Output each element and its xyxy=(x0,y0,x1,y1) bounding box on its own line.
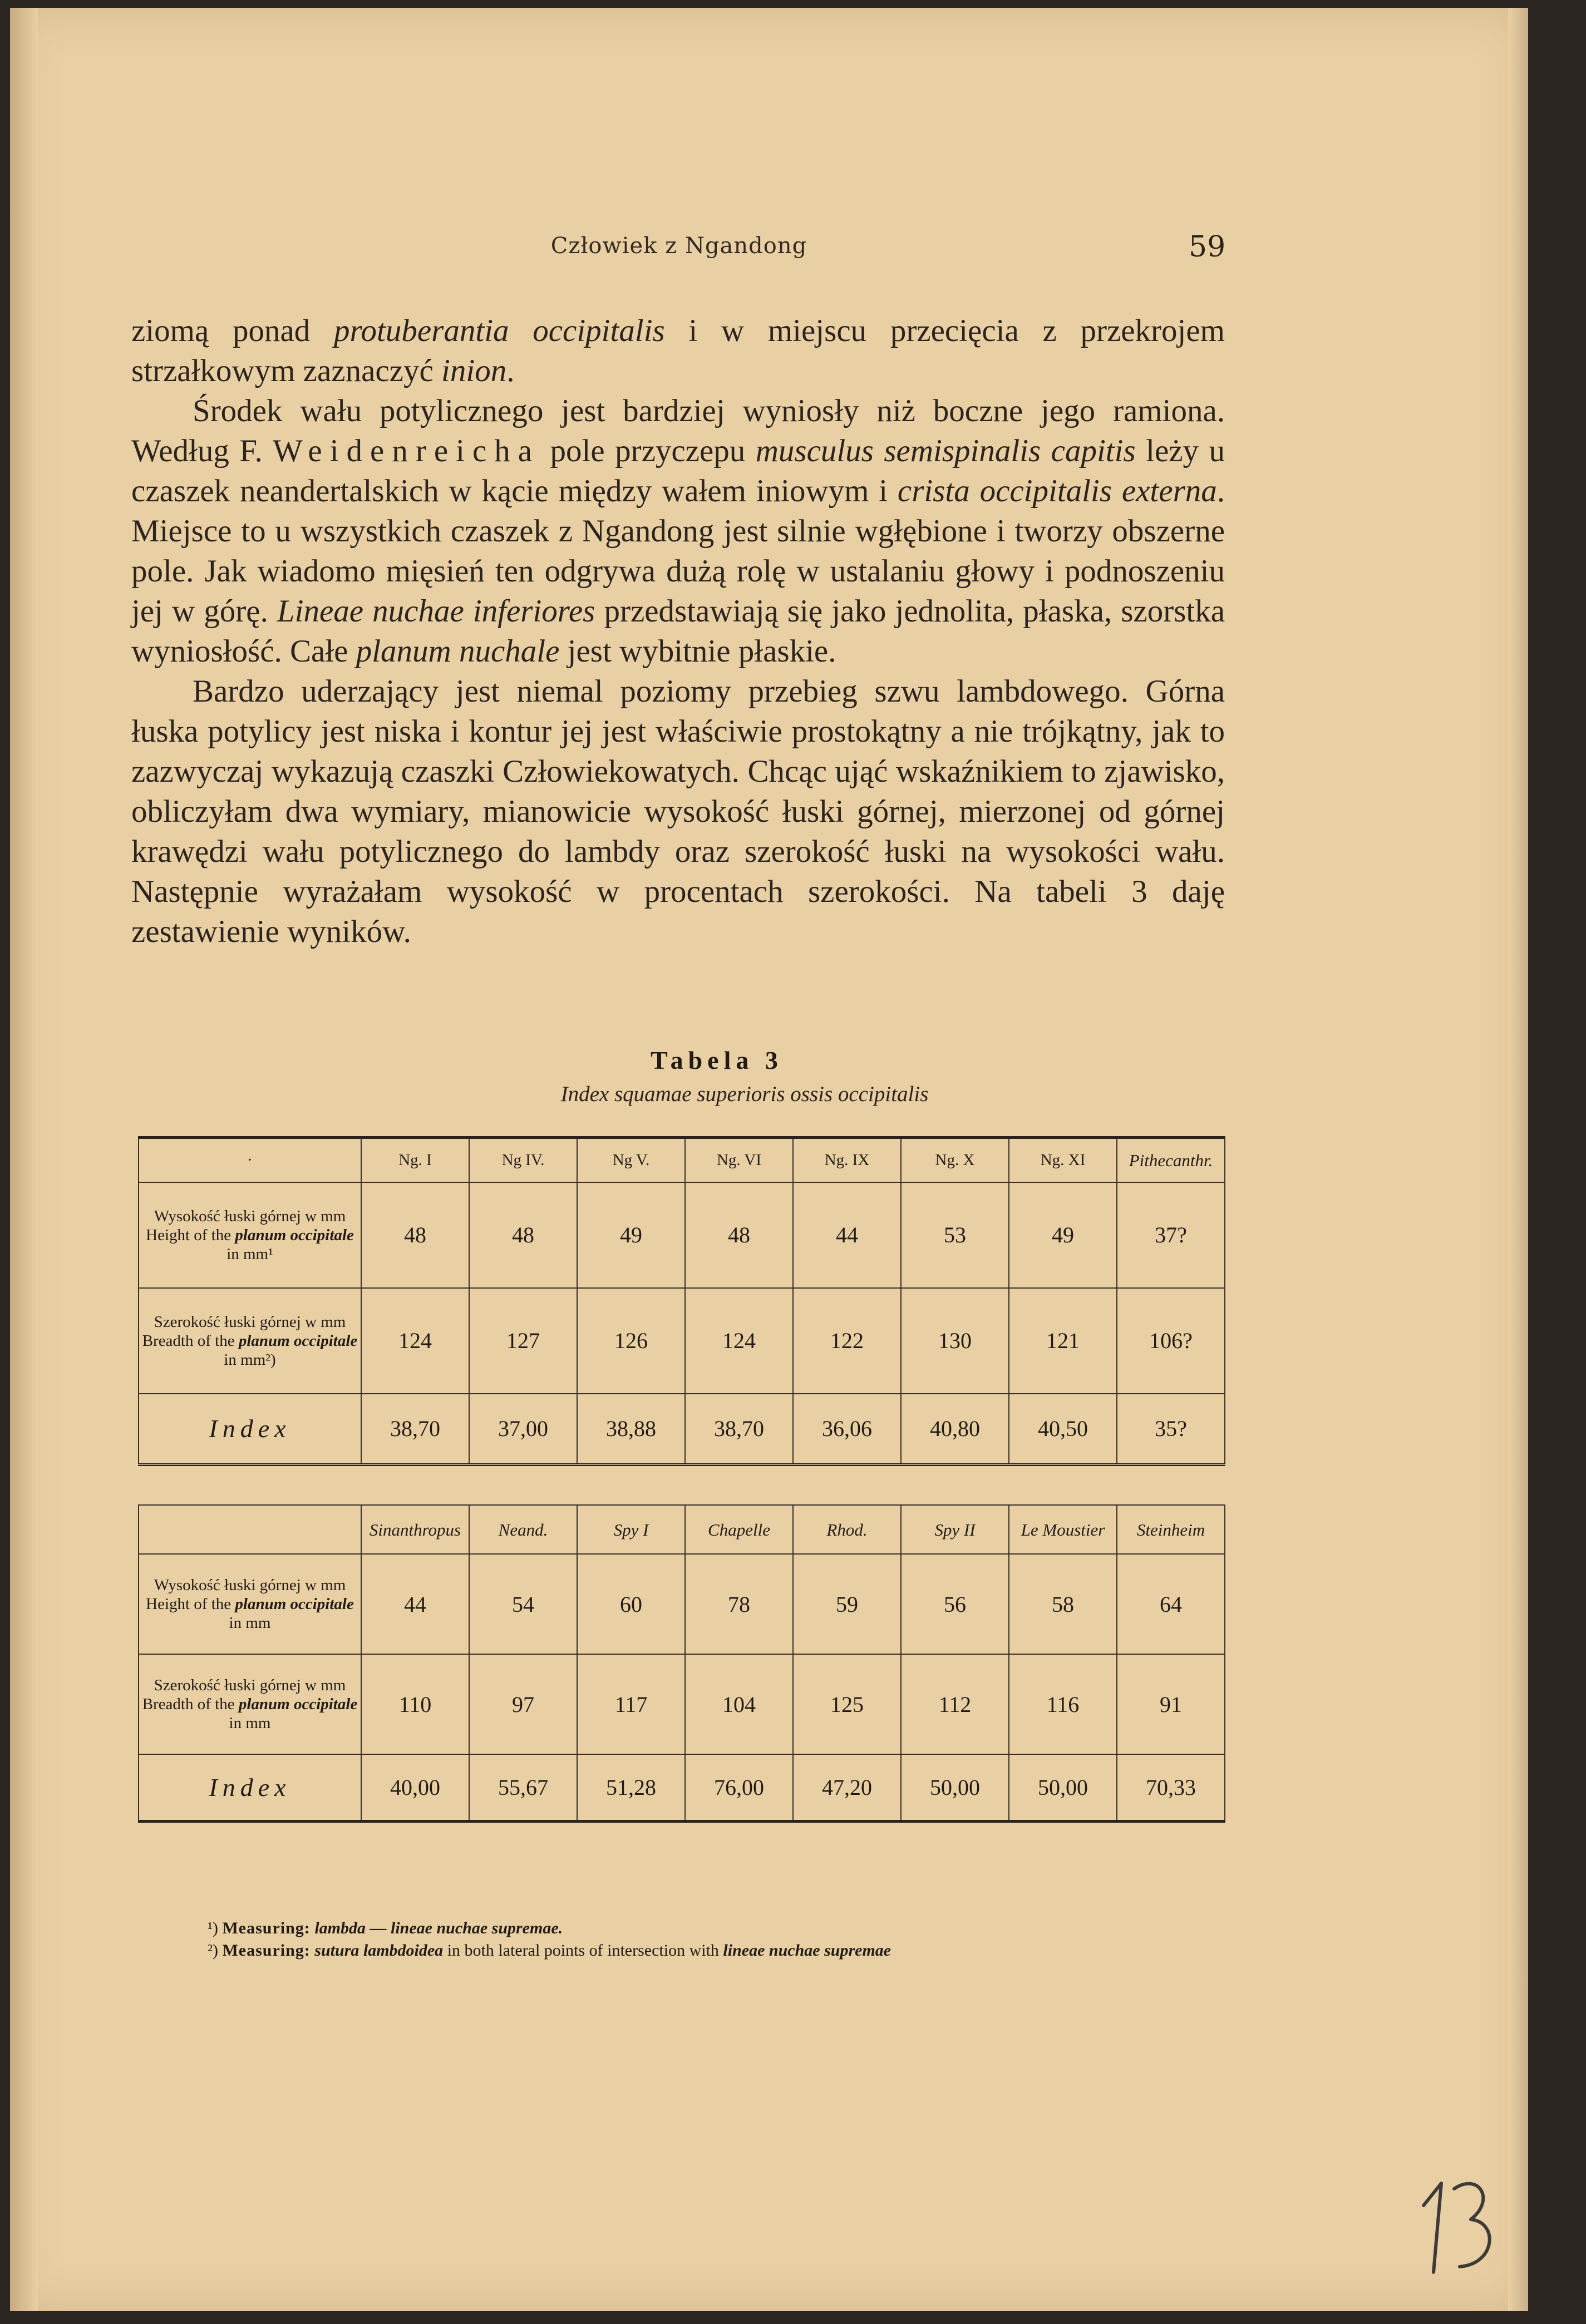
footnote-mark: ¹) xyxy=(208,1919,218,1937)
row-label-en-italic: planum occipitale xyxy=(235,1226,354,1244)
table-cell: 116 xyxy=(1009,1654,1117,1754)
row-label-en xyxy=(141,1226,358,1264)
table-cell: 104 xyxy=(685,1654,793,1754)
table-cell: 106? xyxy=(1117,1288,1225,1394)
table-cell: 121 xyxy=(1009,1288,1117,1394)
table-column-header: Ng V. xyxy=(577,1138,685,1182)
table-cell: 49 xyxy=(577,1182,685,1288)
text-run: przedstawiają się jako jednolita, płaska, szorstka wyniosłość. Całe xyxy=(131,594,1225,669)
table-row xyxy=(139,1554,1225,1654)
footnote-mark: ²) xyxy=(208,1941,218,1960)
table-header-row xyxy=(139,1505,1225,1554)
table-cell: 44 xyxy=(793,1182,901,1288)
page-edge xyxy=(1508,8,1528,2311)
table-cell: 64 xyxy=(1117,1554,1225,1654)
table-cell: 47,20 xyxy=(793,1754,901,1821)
page-spine-shadow xyxy=(10,8,38,2311)
paragraph-1 xyxy=(131,311,1225,391)
table-cell: 37,00 xyxy=(469,1394,577,1465)
table-cell: 58 xyxy=(1009,1554,1117,1654)
table-column-header: Pithecanthr. xyxy=(1117,1138,1225,1182)
table-column-header: Sinanthropus xyxy=(361,1505,469,1554)
row-label-en-text: Breadth of the xyxy=(142,1331,235,1350)
table-cell: 112 xyxy=(901,1654,1009,1754)
table-part-a xyxy=(138,1136,1225,1466)
table-column-header: Spy II xyxy=(901,1505,1009,1554)
table-cell: 91 xyxy=(1117,1654,1225,1754)
row-label-pl: Szerokość łuski górnej w mm xyxy=(154,1313,346,1331)
text-run: inion xyxy=(441,353,507,388)
text-run: Środek wału potylicznego jest bardziej wyniosły niż boczne jego ramiona. Według F. xyxy=(131,393,1225,468)
table-cell: 44 xyxy=(361,1554,469,1654)
running-head: Człowiek z Ngandong xyxy=(550,233,807,259)
footnote-2 xyxy=(208,1940,1237,1962)
table-title: Tabela 3 xyxy=(651,1046,783,1074)
row-label-en-unit: in mm²) xyxy=(224,1350,276,1369)
text-run: pole przyczepu xyxy=(540,433,756,468)
row-label-index: Index xyxy=(139,1754,361,1821)
text-run: . Miejsce to u wszystkich czaszek z Ngandong jest silnie wgłębione i tworzy obszerne pole. Jak wiadomo mięsień ten odgrywa dużą rolę w ustalaniu głowy i podnoszeniu jej w górę. xyxy=(131,473,1225,629)
table-cell: 51,28 xyxy=(577,1754,685,1821)
table-cell: 124 xyxy=(685,1288,793,1394)
footnote-text: lambda — lineae nuchae supremae. xyxy=(314,1919,563,1937)
footnotes xyxy=(208,1917,1237,1962)
row-label-en xyxy=(141,1595,358,1632)
table-column-header: Le Moustier xyxy=(1009,1505,1117,1554)
table-cell: 56 xyxy=(901,1554,1009,1654)
table-column-header: Spy I xyxy=(577,1505,685,1554)
table-cell: 40,80 xyxy=(901,1394,1009,1465)
table-cell: 127 xyxy=(469,1288,577,1394)
table-cell: 130 xyxy=(901,1288,1009,1394)
row-label-en-italic: planum occipitale xyxy=(238,1695,358,1713)
row-label-en-text: Breadth of the xyxy=(142,1695,235,1713)
table-column-header: Ng IV. xyxy=(469,1138,577,1182)
table-cell: 110 xyxy=(361,1654,469,1754)
table-column-header: Ng. XI xyxy=(1009,1138,1117,1182)
table-cell: 35? xyxy=(1117,1394,1225,1465)
paragraph-3 xyxy=(131,672,1225,952)
text-run: i w miejscu przecięcia z przekrojem strzałkowym zaznaczyć xyxy=(131,313,1225,388)
table-header-row xyxy=(139,1138,1225,1182)
footnote-text: lineae nuchae supremae xyxy=(723,1941,891,1960)
table-column-header: Ng. VI xyxy=(685,1138,793,1182)
body-text xyxy=(131,311,1225,952)
text-run: Weidenreicha xyxy=(273,433,540,468)
table-cell: 126 xyxy=(577,1288,685,1394)
row-label-en-text: Height of the xyxy=(146,1595,232,1613)
row-label-en-unit: in mm xyxy=(229,1614,271,1632)
table-cell: 40,50 xyxy=(1009,1394,1117,1465)
table-cell: 78 xyxy=(685,1554,793,1654)
footnote-text: in both lateral points of intersection with xyxy=(443,1941,723,1960)
text-run: . xyxy=(506,353,515,388)
text-run: protuberantia occipitalis xyxy=(333,313,665,348)
text-run: musculus semispinalis capitis xyxy=(755,433,1136,468)
text-run: Lineae nuchae inferiores xyxy=(277,594,595,629)
table-row xyxy=(139,1394,1225,1465)
table-cell: 38,88 xyxy=(577,1394,685,1465)
text-run: jest wybitnie płaskie. xyxy=(559,634,836,669)
table-cell: 50,00 xyxy=(1009,1754,1117,1821)
table-cell: 40,00 xyxy=(361,1754,469,1821)
table-row xyxy=(139,1288,1225,1394)
table-cell: 36,06 xyxy=(793,1394,901,1465)
table-column-header: Steinheim xyxy=(1117,1505,1225,1554)
table-column-header: Ng. IX xyxy=(793,1138,901,1182)
row-label-en-unit: in mm xyxy=(229,1714,271,1732)
footnote-label: Measuring: xyxy=(222,1941,311,1960)
text-run: leży u czaszek neandertalskich w kącie między wałem iniowym i xyxy=(131,433,1225,509)
footnote-1 xyxy=(208,1917,1237,1940)
table-row xyxy=(139,1182,1225,1288)
book-page xyxy=(10,8,1528,2311)
table-cell: 48 xyxy=(361,1182,469,1288)
footnote-label: Measuring: xyxy=(222,1919,311,1937)
table-cell: 49 xyxy=(1009,1182,1117,1288)
table-cell: 60 xyxy=(577,1554,685,1654)
row-label-pl: Wysokość łuski górnej w mm xyxy=(154,1576,346,1594)
row-label xyxy=(139,1654,361,1754)
table-cell: 55,67 xyxy=(469,1754,577,1821)
row-label xyxy=(139,1288,361,1394)
table-cell: 37? xyxy=(1117,1182,1225,1288)
row-label xyxy=(139,1182,361,1288)
table-cell: 50,00 xyxy=(901,1754,1009,1821)
footnote-text: sutura lambdoidea xyxy=(314,1941,444,1960)
table-column-header: Ng. X xyxy=(901,1138,1009,1182)
table-cell: 59 xyxy=(793,1554,901,1654)
table-cell: 54 xyxy=(469,1554,577,1654)
handwritten-page-number xyxy=(1412,2167,1507,2278)
table-part-b xyxy=(138,1504,1225,1823)
row-label-en xyxy=(141,1695,358,1733)
table-cell: 48 xyxy=(685,1182,793,1288)
row-label-en-italic: planum occipitale xyxy=(238,1331,358,1350)
table-cell: 48 xyxy=(469,1182,577,1288)
table-row xyxy=(139,1654,1225,1754)
table-column-header: Ng. I xyxy=(361,1138,469,1182)
table-column-header: Rhod. xyxy=(793,1505,901,1554)
table-column-header: Chapelle xyxy=(685,1505,793,1554)
row-label-pl: Wysokość łuski górnej w mm xyxy=(154,1207,346,1225)
table-subtitle: Index squamae superioris ossis occipitalis xyxy=(560,1082,929,1106)
row-label-en-text: Height of the xyxy=(146,1226,232,1244)
table-row xyxy=(139,1754,1225,1821)
table-cell: 53 xyxy=(901,1182,1009,1288)
row-label xyxy=(139,1554,361,1654)
text-run: planum nuchale xyxy=(356,634,560,669)
table-cell: 38,70 xyxy=(685,1394,793,1465)
table-cell: 117 xyxy=(577,1654,685,1754)
table-cell: 76,00 xyxy=(685,1754,793,1821)
table-corner-cell: · xyxy=(139,1138,361,1182)
page-number: 59 xyxy=(1189,230,1226,264)
table-cell: 122 xyxy=(793,1288,901,1394)
row-label-en xyxy=(141,1331,358,1369)
text-run: Bardzo uderzający jest niemal poziomy przebieg szwu lambdowego. Górna łuska potylicy jest niska i kontur jej jest właściwie prostokątny a nie trójkątny, jak to zazwyczaj wykazują czaszki Człowiekowatych. Chcąc ująć wskaźnikiem to zjawisko, obliczyłam dwa wymiary, mianowicie wysokość łuski górnej, mierzonej od górnej krawędzi wału potylicznego do lambdy oraz szerokość łuski na wysokości wału. Następnie wyrażałam wysokość w procentach szerokości. Na tabeli 3 daję zestawienie wyników. xyxy=(131,674,1225,949)
table-cell: 125 xyxy=(793,1654,901,1754)
table-cell: 97 xyxy=(469,1654,577,1754)
text-run: ziomą ponad xyxy=(131,313,334,348)
table-cell: 124 xyxy=(361,1288,469,1394)
table-cell: 70,33 xyxy=(1117,1754,1225,1821)
paragraph-2 xyxy=(131,391,1225,672)
text-run: crista occipitalis externa xyxy=(897,473,1217,509)
row-label-en-italic: planum occipitale xyxy=(235,1595,354,1613)
table-cell: 38,70 xyxy=(361,1394,469,1465)
table-corner-cell xyxy=(139,1505,361,1554)
table-column-header: Neand. xyxy=(469,1505,577,1554)
row-label-index: Index xyxy=(139,1394,361,1465)
row-label-en-unit: in mm¹ xyxy=(226,1245,273,1263)
row-label-pl: Szerokość łuski górnej w mm xyxy=(154,1676,346,1694)
